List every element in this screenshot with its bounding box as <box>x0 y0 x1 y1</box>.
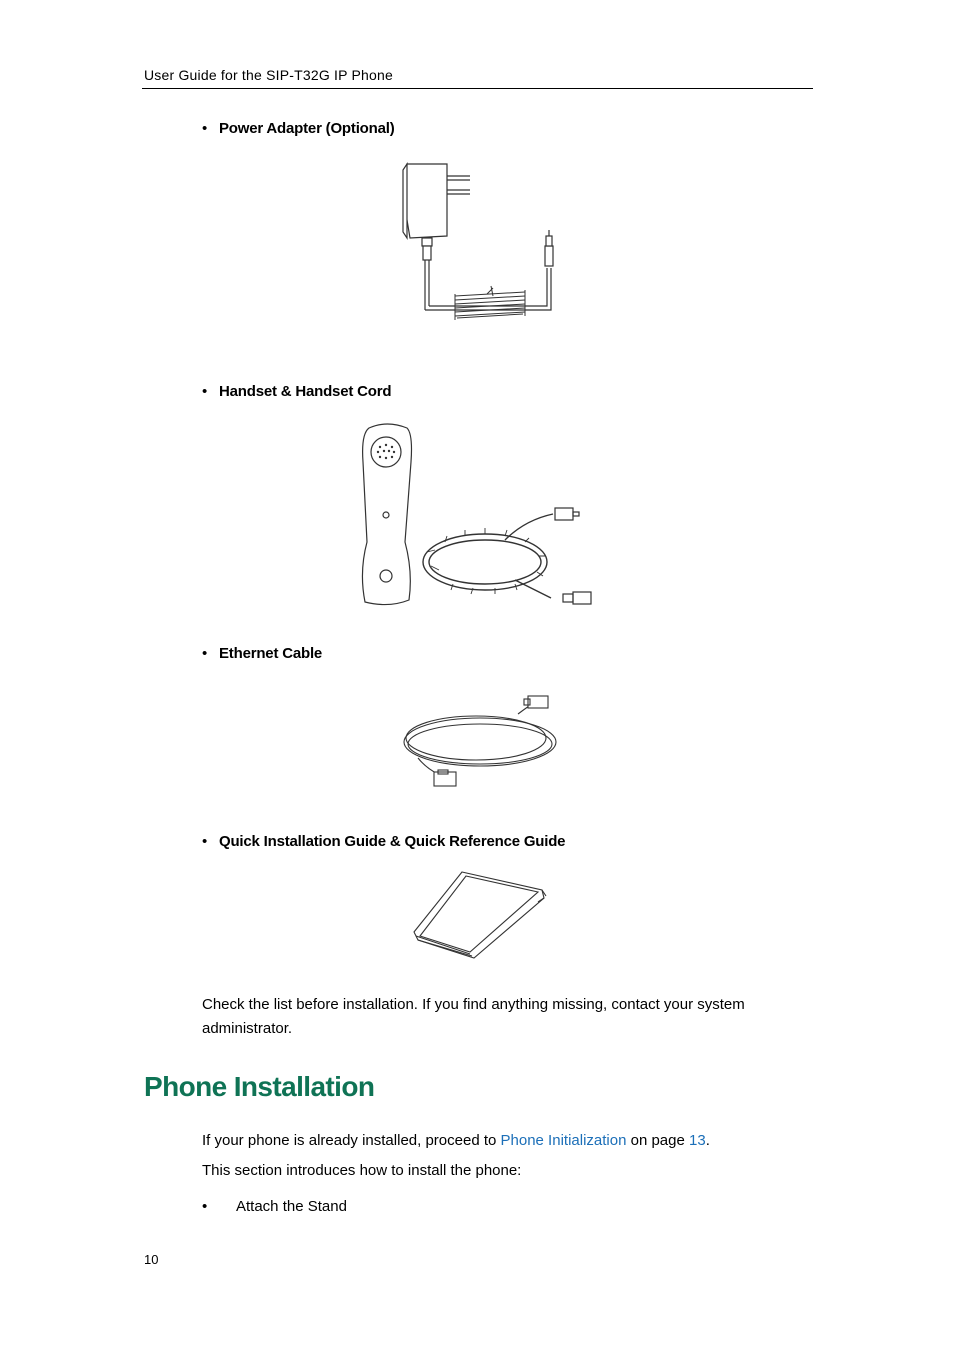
intro-suffix: . <box>705 1132 710 1149</box>
intro-prefix: If your phone is already installed, proceed to <box>202 1132 501 1149</box>
page-13-link[interactable]: 13 <box>689 1132 706 1149</box>
bullet: • <box>202 120 208 137</box>
install-step-item <box>202 1198 347 1215</box>
package-item-label: Handset & Handset Cord <box>219 383 392 400</box>
bullet: • <box>202 1198 208 1215</box>
bullet: • <box>202 645 208 662</box>
check-note: Check the list before installation. If you find anything missing, contact your system administrator. <box>202 996 745 1037</box>
section-title: Phone Installation <box>144 1071 375 1102</box>
section-subtext: This section introduces how to install the phone: <box>202 1162 522 1179</box>
package-item-label: Quick Installation Guide & Quick Reference Guide <box>219 833 566 850</box>
power-adapter-icon <box>395 158 575 323</box>
handset-icon <box>355 422 600 610</box>
package-item-label: Power Adapter (Optional) <box>219 120 395 137</box>
bullet: • <box>202 833 208 850</box>
package-item-ethernet-cable <box>202 645 322 662</box>
package-item-power-adapter <box>202 120 395 137</box>
section-intro <box>202 1129 802 1153</box>
phone-initialization-link[interactable]: Phone Initialization <box>500 1132 627 1149</box>
package-item-handset <box>202 383 391 400</box>
package-item-label: Ethernet Cable <box>219 645 323 662</box>
bullet: • <box>202 383 208 400</box>
install-step-label: Attach the Stand <box>236 1198 347 1215</box>
header-title: User Guide for the SIP-T32G IP Phone <box>144 67 393 83</box>
header-divider <box>142 88 813 89</box>
guide-booklet-icon <box>410 868 550 963</box>
intro-mid: on page <box>626 1132 689 1149</box>
package-item-guides <box>202 833 565 850</box>
page-number: 10 <box>144 1252 159 1267</box>
ethernet-cable-icon <box>398 690 563 795</box>
